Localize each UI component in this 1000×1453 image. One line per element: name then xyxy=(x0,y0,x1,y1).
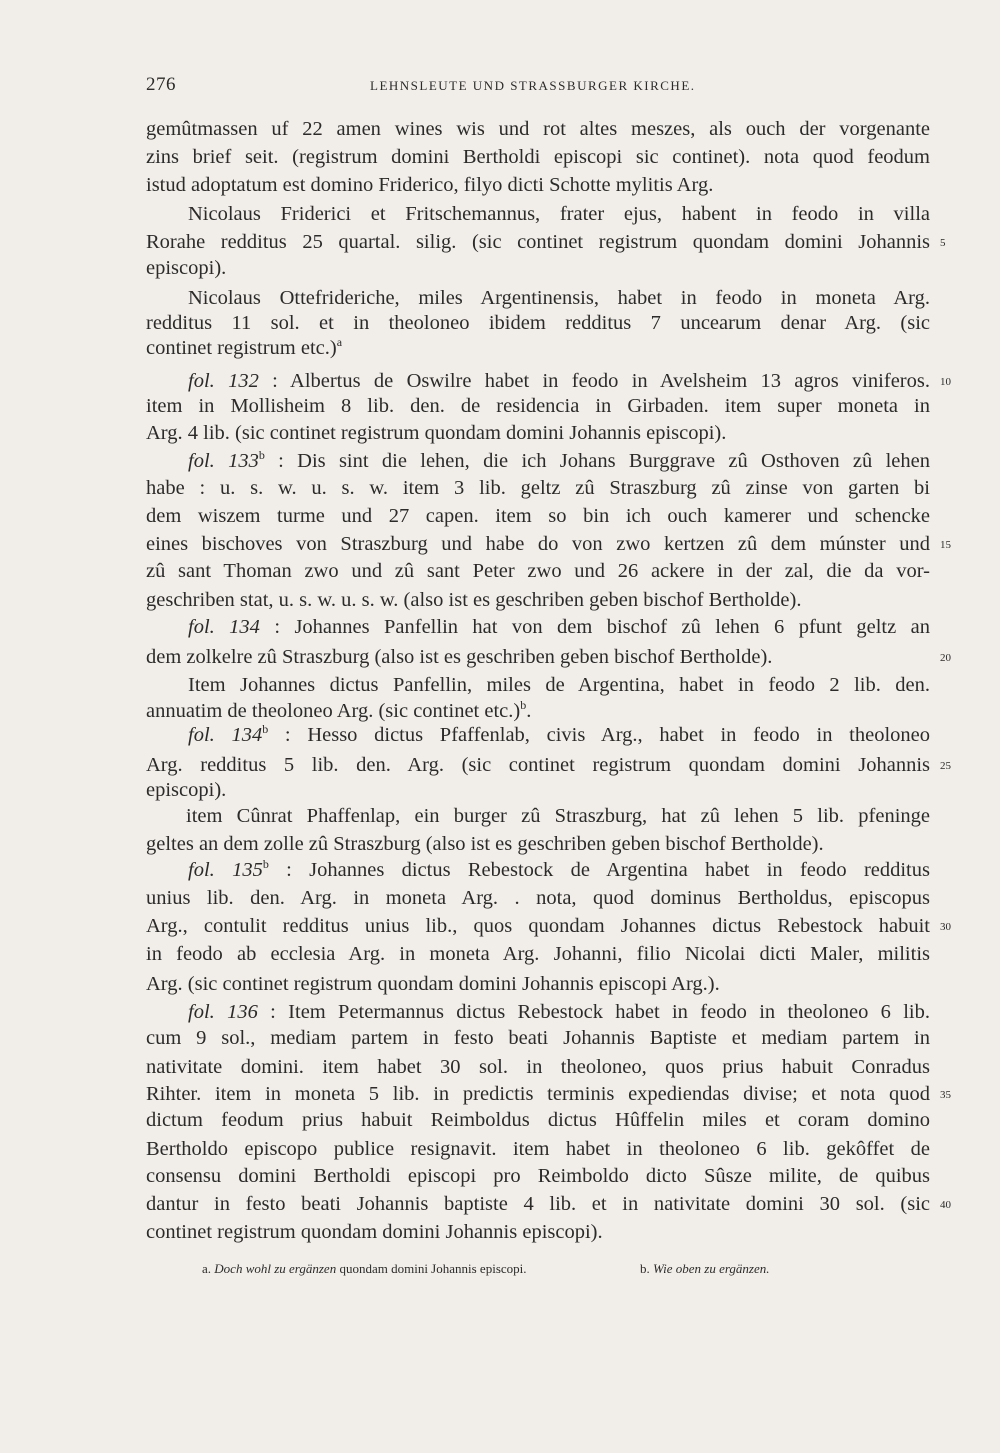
line-text: dem zolkelre zû Straszburg (also ist es geschriben geben bischof Bertholde). xyxy=(146,646,773,668)
text-line xyxy=(188,447,930,475)
line-text: istud adoptatum est domino Friderico, filyo dicti Schotte mylitis Arg. xyxy=(146,174,714,196)
text-line xyxy=(146,171,930,199)
text-line xyxy=(146,115,930,143)
text-line xyxy=(188,998,930,1026)
line-text: Rihter. item in moneta 5 lib. in predictis terminis expediendas divise; et nota quod xyxy=(146,1083,930,1105)
text-line xyxy=(186,802,930,830)
line-text: : Johannes dictus Rebestock de Argentina habet in feodo redditus xyxy=(268,859,930,881)
text-line xyxy=(146,1080,930,1108)
line-text: cum 9 sol., mediam partem in festo beati Johannis Baptiste et mediam partem in xyxy=(146,1027,930,1049)
text-line xyxy=(146,776,930,804)
text-line xyxy=(188,721,930,749)
text-line xyxy=(146,419,930,447)
folio-reference: fol. 132 xyxy=(188,370,259,392)
line-text: : Dis sint die lehen, die ich Johans Burggrave zû Osthoven zû lehen xyxy=(264,450,930,472)
line-text: redditus 11 sol. et in theoloneo ibidem redditus 7 uncearum denar Arg. (sic xyxy=(146,312,930,334)
text-line xyxy=(146,334,930,362)
line-text: episcopi). xyxy=(146,257,227,279)
folio-reference: fol. 136 xyxy=(188,1001,258,1023)
line-number: 25 xyxy=(940,760,951,772)
text-line xyxy=(146,1106,930,1134)
line-text: Arg., contulit redditus unius lib., quos quondam Johannes dictus Rebestock habuit xyxy=(146,915,930,937)
line-text: Nicolaus Ottefrideriche, miles Argentinensis, habet in feodo in moneta Arg. xyxy=(188,287,930,309)
text-line xyxy=(146,557,930,585)
footnote-marker: a xyxy=(336,335,343,350)
text-line xyxy=(146,1024,930,1052)
line-text: Arg. 4 lib. (sic continet registrum quondam domini Johannis episcopi). xyxy=(146,422,727,444)
text-line xyxy=(146,143,930,171)
text-line xyxy=(188,856,930,884)
line-text: gemûtmassen uf 22 amen wines wis und rot altes meszes, als ouch der vorgenante xyxy=(146,118,930,140)
text-line xyxy=(146,1135,930,1163)
line-text: unius lib. den. Arg. in moneta Arg. . nota, quod dominus Bertholdus, episcopus xyxy=(146,887,930,909)
footnote-italic: Doch wohl zu ergänzen xyxy=(214,1261,337,1276)
text-line xyxy=(146,1053,930,1081)
line-text: : Albertus de Oswilre habet in feodo in Avelsheim 13 agros viniferos. xyxy=(258,370,930,392)
text-line xyxy=(146,1218,930,1246)
line-text: : Hesso dictus Pfaffenlab, civis Arg., habet in feodo in theoloneo xyxy=(268,724,930,746)
text-line xyxy=(188,613,930,641)
folio-reference: fol. 134 xyxy=(188,616,260,638)
text-line xyxy=(188,284,930,312)
line-text: Arg. redditus 5 lib. den. Arg. (sic continet registrum quondam domini Johannis xyxy=(146,754,930,776)
running-title: LEHNSLEUTE UND STRASSBURGER KIRCHE. xyxy=(370,78,696,93)
text-line xyxy=(188,200,930,228)
folio-superscript: b xyxy=(262,722,269,737)
line-text: Item Johannes dictus Panfellin, miles de Argentina, habet in feodo 2 lib. den. xyxy=(188,674,930,696)
line-text: Rorahe redditus 25 quartal. silig. (sic continet registrum quondam domini Johannis xyxy=(146,231,930,253)
line-text: dem wiszem turme und 27 capen. item so bin ich ouch kamerer und schencke xyxy=(146,505,930,527)
line-text: episcopi). xyxy=(146,779,227,801)
line-text: continet registrum etc.) xyxy=(146,337,337,359)
page-number: 276 xyxy=(146,74,176,95)
footnote-mark: a. xyxy=(202,1261,212,1276)
text-line xyxy=(146,912,930,940)
line-number: 20 xyxy=(940,652,951,664)
line-text: : Item Petermannus dictus Rebestock habet in feodo in theoloneo 6 lib. xyxy=(257,1001,930,1023)
text-line xyxy=(146,309,930,337)
text-line xyxy=(146,751,930,779)
text-line xyxy=(146,474,930,502)
line-text: dictum feodum prius habuit Reimboldus dictus Hûffelin miles et coram domino xyxy=(146,1109,930,1131)
folio-reference: fol. 133 xyxy=(188,450,259,472)
line-text: geltes an dem zolle zû Straszburg (also ist es geschriben geben bischof Bertholde). xyxy=(146,833,824,855)
line-number: 10 xyxy=(940,376,951,388)
text-line xyxy=(146,586,930,614)
line-text: continet registrum quondam domini Johannis episcopi). xyxy=(146,1221,603,1243)
text-line xyxy=(188,367,930,395)
text-line xyxy=(146,392,930,420)
line-text: Bertholdo episcopo publice resignavit. item habet in theoloneo 6 lib. gekôffet de xyxy=(146,1138,930,1160)
text-line xyxy=(146,530,930,558)
line-number: 35 xyxy=(940,1089,951,1101)
line-text: annuatim de theoloneo Arg. (sic continet etc.) xyxy=(146,700,521,722)
text-line xyxy=(146,1162,930,1190)
folio-superscript: b xyxy=(262,857,269,872)
line-text-end: . xyxy=(526,700,532,722)
text-line xyxy=(146,228,930,256)
line-text: zû sant Thoman zwo und zû sant Peter zwo und 26 ackere in der zal, die da vor- xyxy=(146,560,930,582)
folio-superscript: b xyxy=(258,448,265,463)
line-text: item in Mollisheim 8 lib. den. de residencia in Girbaden. item super moneta in xyxy=(146,395,930,417)
line-number: 15 xyxy=(940,539,951,551)
line-text: in feodo ab ecclesia Arg. in moneta Arg. Johanni, filio Nicolai dicti Maler, militis xyxy=(146,943,930,965)
line-text: consensu domini Bertholdi episcopi pro Reimboldo dicto Sûsze milite, de quibus xyxy=(146,1165,930,1187)
footnote-b xyxy=(640,1261,770,1277)
text-line xyxy=(146,254,930,282)
footnote-marker: b xyxy=(520,698,527,713)
line-text: Arg. (sic continet registrum quondam domini Johannis episcopi Arg.). xyxy=(146,973,720,995)
line-text: Nicolaus Friderici et Fritschemannus, frater ejus, habent in feodo in villa xyxy=(188,203,930,225)
text-line xyxy=(146,643,930,671)
text-line xyxy=(146,940,930,968)
line-text: habe : u. s. w. u. s. w. item 3 lib. geltz zû Straszburg zû zinse von garten bi xyxy=(146,477,930,499)
line-text: : Johannes Panfellin hat von dem bischof zû lehen 6 pfunt geltz an xyxy=(259,616,930,638)
footnote-italic: Wie oben zu ergänzen. xyxy=(653,1261,770,1276)
text-line xyxy=(146,970,930,998)
folio-reference: fol. 135 xyxy=(188,859,263,881)
line-number: 5 xyxy=(940,237,946,249)
text-line xyxy=(146,884,930,912)
line-number: 30 xyxy=(940,921,951,933)
line-text: geschriben stat, u. s. w. u. s. w. (also ist es geschriben geben bischof Bertholde). xyxy=(146,589,802,611)
footnote-mark: b. xyxy=(640,1261,650,1276)
text-line xyxy=(146,1190,930,1218)
text-line xyxy=(188,671,930,699)
line-text: eines bischoves von Straszburg und habe do von zwo kertzen zû dem múnster und xyxy=(146,533,930,555)
folio-reference: fol. 134 xyxy=(188,724,263,746)
text-line xyxy=(146,830,930,858)
line-text: item Cûnrat Phaffenlap, ein burger zû Straszburg, hat zû lehen 5 lib. pfeninge xyxy=(186,805,930,827)
footnote-a xyxy=(202,1261,527,1277)
line-text: nativitate domini. item habet 30 sol. in theoloneo, quos prius habuit Conradus xyxy=(146,1056,930,1078)
text-line xyxy=(146,502,930,530)
line-text: dantur in festo beati Johannis baptiste 4 lib. et in nativitate domini 30 sol. (sic xyxy=(146,1193,930,1215)
footnote-text: quondam domini Johannis episcopi. xyxy=(336,1261,527,1276)
line-text: zins brief seit. (registrum domini Bertholdi episcopi sic continet). nota quod feodum xyxy=(146,146,930,168)
line-number: 40 xyxy=(940,1199,951,1211)
